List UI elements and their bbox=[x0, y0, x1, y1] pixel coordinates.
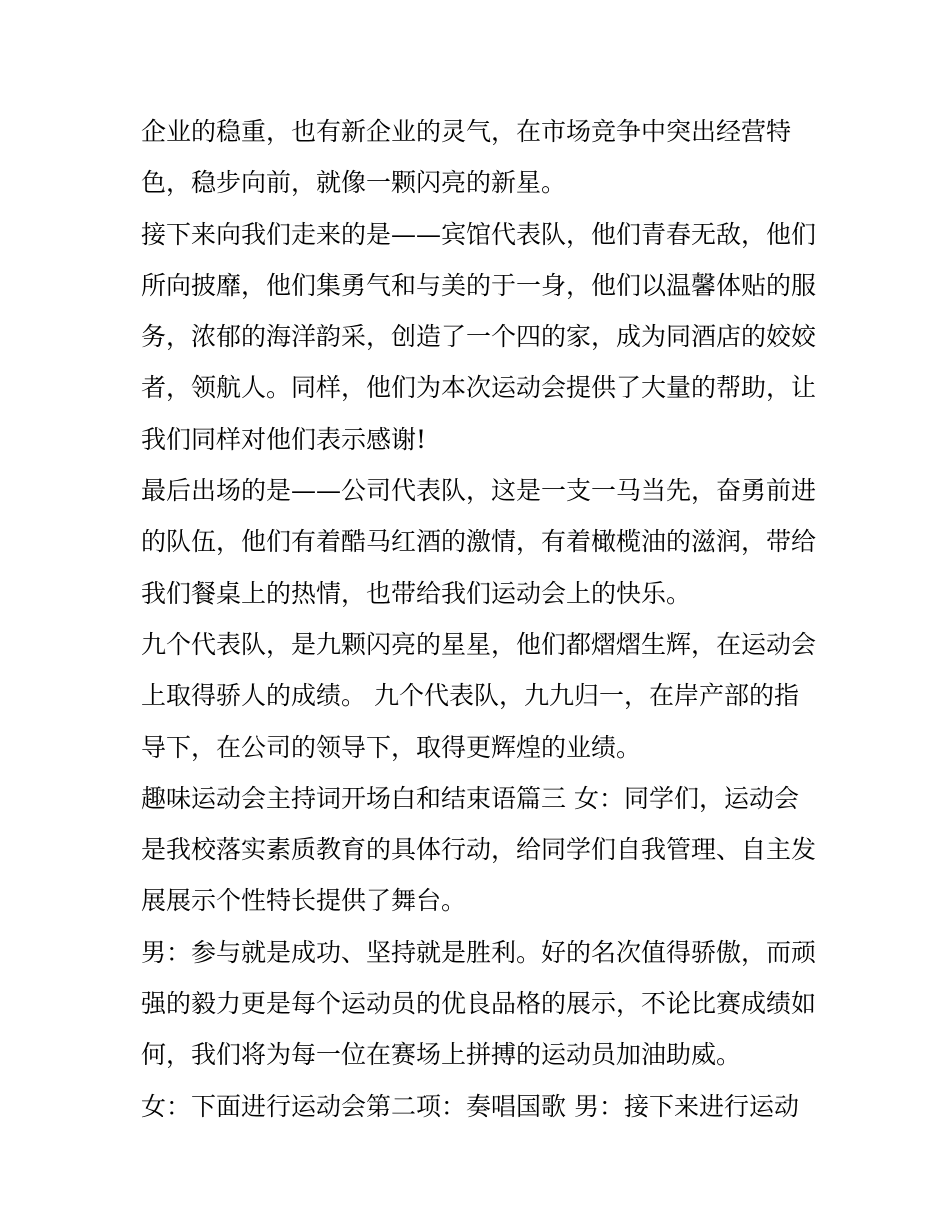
text-line: 最后出场的是——公司代表队，这是一支一马当先，奋勇前进 bbox=[141, 476, 817, 506]
text-line: 接下来向我们走来的是——宾馆代表队，他们青春无敌，他们 bbox=[141, 219, 817, 249]
text-line: 我们同样对他们表示感谢! bbox=[141, 424, 427, 454]
text-line: 的队伍，他们有着酷马红酒的激情，有着橄榄油的滋润，带给 bbox=[141, 527, 817, 557]
text-line: 色，稳步向前，就像一颗闪亮的新星。 bbox=[141, 168, 567, 198]
text-line: 九个代表队，是九颗闪亮的星星，他们都熠熠生辉，在运动会 bbox=[141, 629, 817, 659]
text-line: 者，领航人。同样，他们为本次运动会提供了大量的帮助，让 bbox=[141, 373, 817, 403]
text-line: 我们餐桌上的热情，也带给我们运动会上的快乐。 bbox=[141, 578, 692, 608]
text-line: 务，浓郁的海洋韵采，创造了一个四的家，成为同酒店的姣姣 bbox=[141, 322, 817, 352]
text-line: 是我校落实素质教育的具体行动，给同学们自我管理、自主发 bbox=[141, 835, 817, 865]
text-line: 何，我们将为每一位在赛场上拼搏的运动员加油助威。 bbox=[141, 1040, 742, 1070]
text-line: 展展示个性特长提供了舞台。 bbox=[141, 886, 467, 916]
text-line: 上取得骄人的成绩。 九个代表队，九九归一，在岸产部的指 bbox=[141, 681, 799, 711]
text-line: 所向披靡，他们集勇气和与美的于一身，他们以温馨体贴的服 bbox=[141, 270, 817, 300]
text-line: 企业的稳重，也有新企业的灵气，在市场竞争中突出经营特 bbox=[141, 117, 792, 146]
text-line: 趣味运动会主持词开场白和结束语篇三 女：同学们，运动会 bbox=[141, 783, 799, 813]
text-line: 强的毅力更是每个运动员的优良品格的展示，不论比赛成绩如 bbox=[141, 989, 817, 1019]
text-line: 女：下面进行运动会第二项：奏唱国歌 男：接下来进行运动 bbox=[141, 1091, 799, 1121]
text-line: 导下，在公司的领导下，取得更辉煌的业绩。 bbox=[141, 732, 642, 762]
text-line: 男：参与就是成功、坚持就是胜利。好的名次值得骄傲，而顽 bbox=[141, 937, 817, 967]
document-body bbox=[141, 106, 821, 1132]
